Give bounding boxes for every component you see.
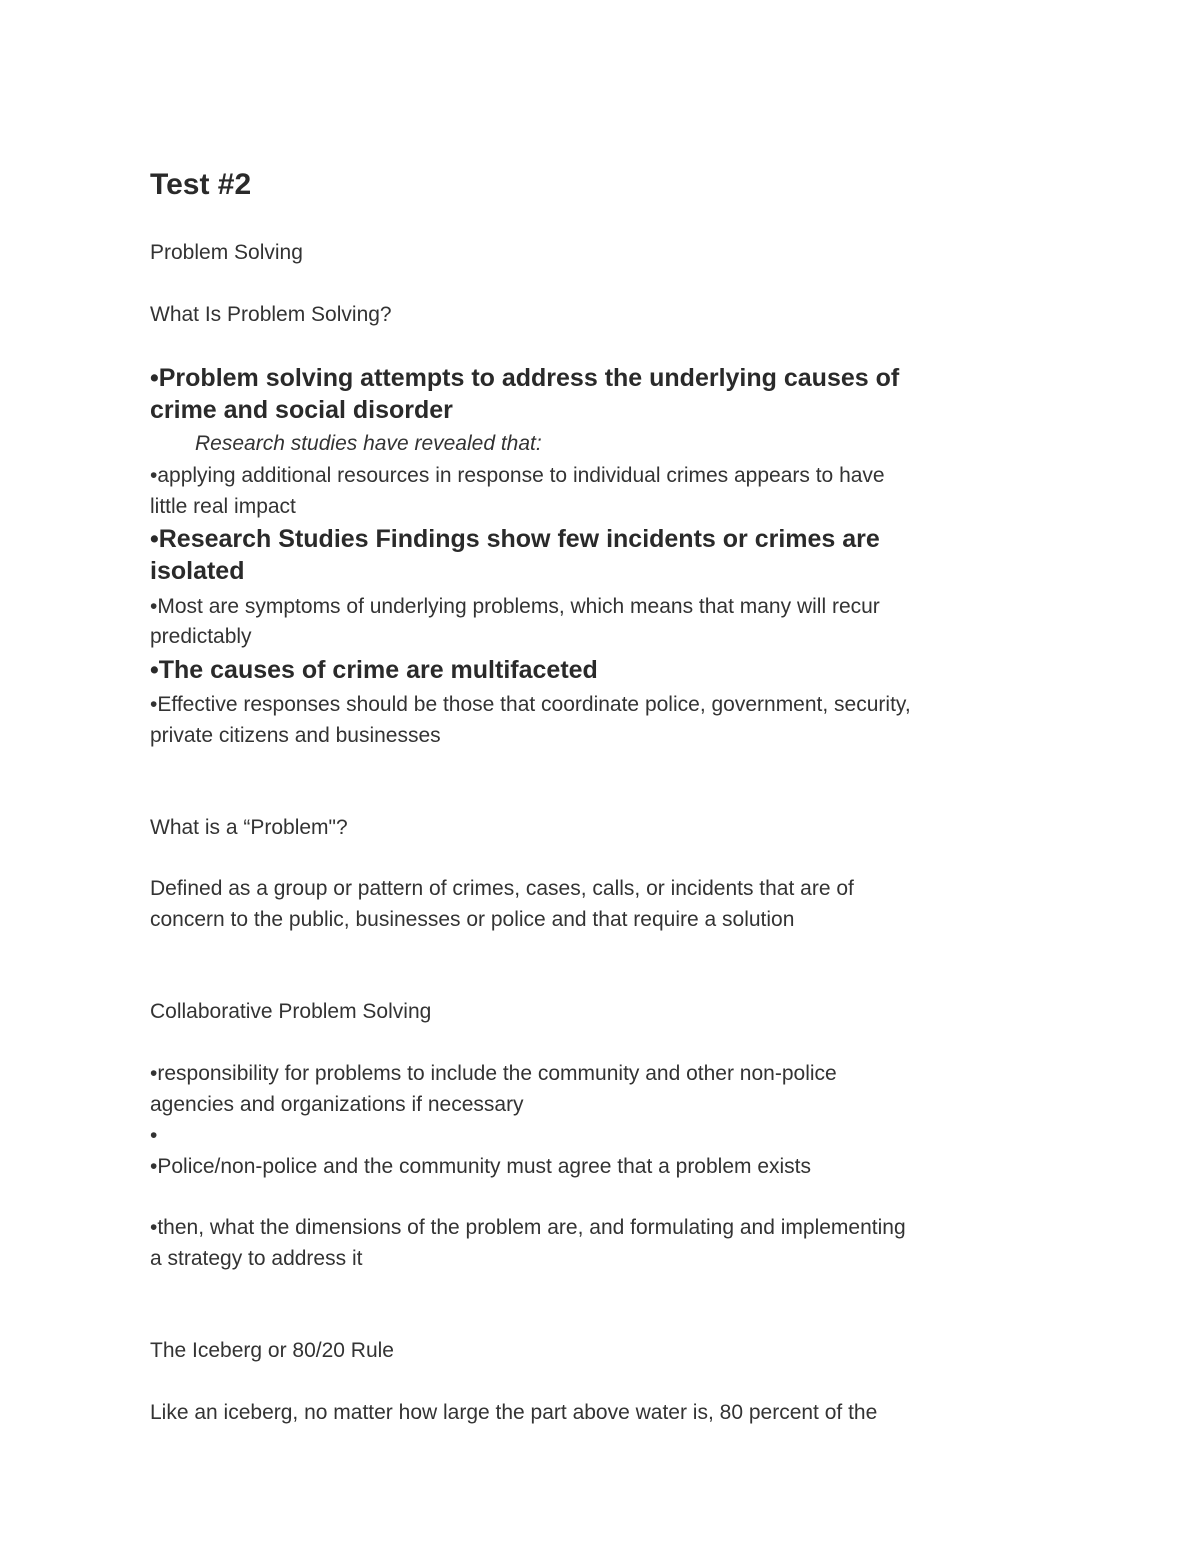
sub-point-3-line-2: private citizens and businesses [150, 724, 441, 747]
definition-line-1: Defined as a group or pattern of crimes, cases, calls, or incidents that are of [150, 877, 854, 900]
iceberg-text-line-1: Like an iceberg, no matter how large the part above water is, 80 percent of the [150, 1401, 878, 1424]
sub-point-2-line-1: •Most are symptoms of underlying problems, which means that many will recur [150, 595, 880, 618]
key-point-1-line-1: •Problem solving attempts to address the underlying causes of [150, 364, 900, 392]
section-heading-problem-solving: Problem Solving [150, 241, 303, 264]
subheading-what-is-problem-solving: What Is Problem Solving? [150, 303, 392, 326]
collab-point-1-line-1: •responsibility for problems to include the community and other non-police [150, 1062, 837, 1085]
key-point-3-line-1: •The causes of crime are multifaceted [150, 656, 598, 684]
research-intro: Research studies have revealed that: [195, 432, 542, 455]
subheading-what-is-a-problem: What is a “Problem"? [150, 816, 348, 839]
key-point-2-line-2: isolated [150, 557, 245, 585]
page-title: Test #2 [150, 168, 252, 201]
subheading-iceberg-rule: The Iceberg or 80/20 Rule [150, 1339, 394, 1362]
subheading-collaborative-problem-solving: Collaborative Problem Solving [150, 1000, 432, 1023]
key-point-1-line-2: crime and social disorder [150, 396, 453, 424]
definition-line-2: concern to the public, businesses or police and that require a solution [150, 908, 795, 931]
collab-point-3-line-2: a strategy to address it [150, 1247, 363, 1270]
collab-point-1-line-2: agencies and organizations if necessary [150, 1093, 524, 1116]
collab-point-3-line-1: •then, what the dimensions of the problem are, and formulating and implementing [150, 1216, 906, 1239]
sub-point-2-line-2: predictably [150, 625, 252, 648]
sub-point-1-line-1: •applying additional resources in response to individual crimes appears to have [150, 464, 885, 487]
key-point-2-line-1: •Research Studies Findings show few incidents or crimes are [150, 525, 880, 553]
collab-empty-bullet: • [150, 1124, 158, 1147]
sub-point-1-line-2: little real impact [150, 495, 296, 518]
sub-point-3-line-1: •Effective responses should be those that coordinate police, government, security, [150, 693, 911, 716]
collab-point-2-line-1: •Police/non-police and the community must agree that a problem exists [150, 1155, 812, 1178]
